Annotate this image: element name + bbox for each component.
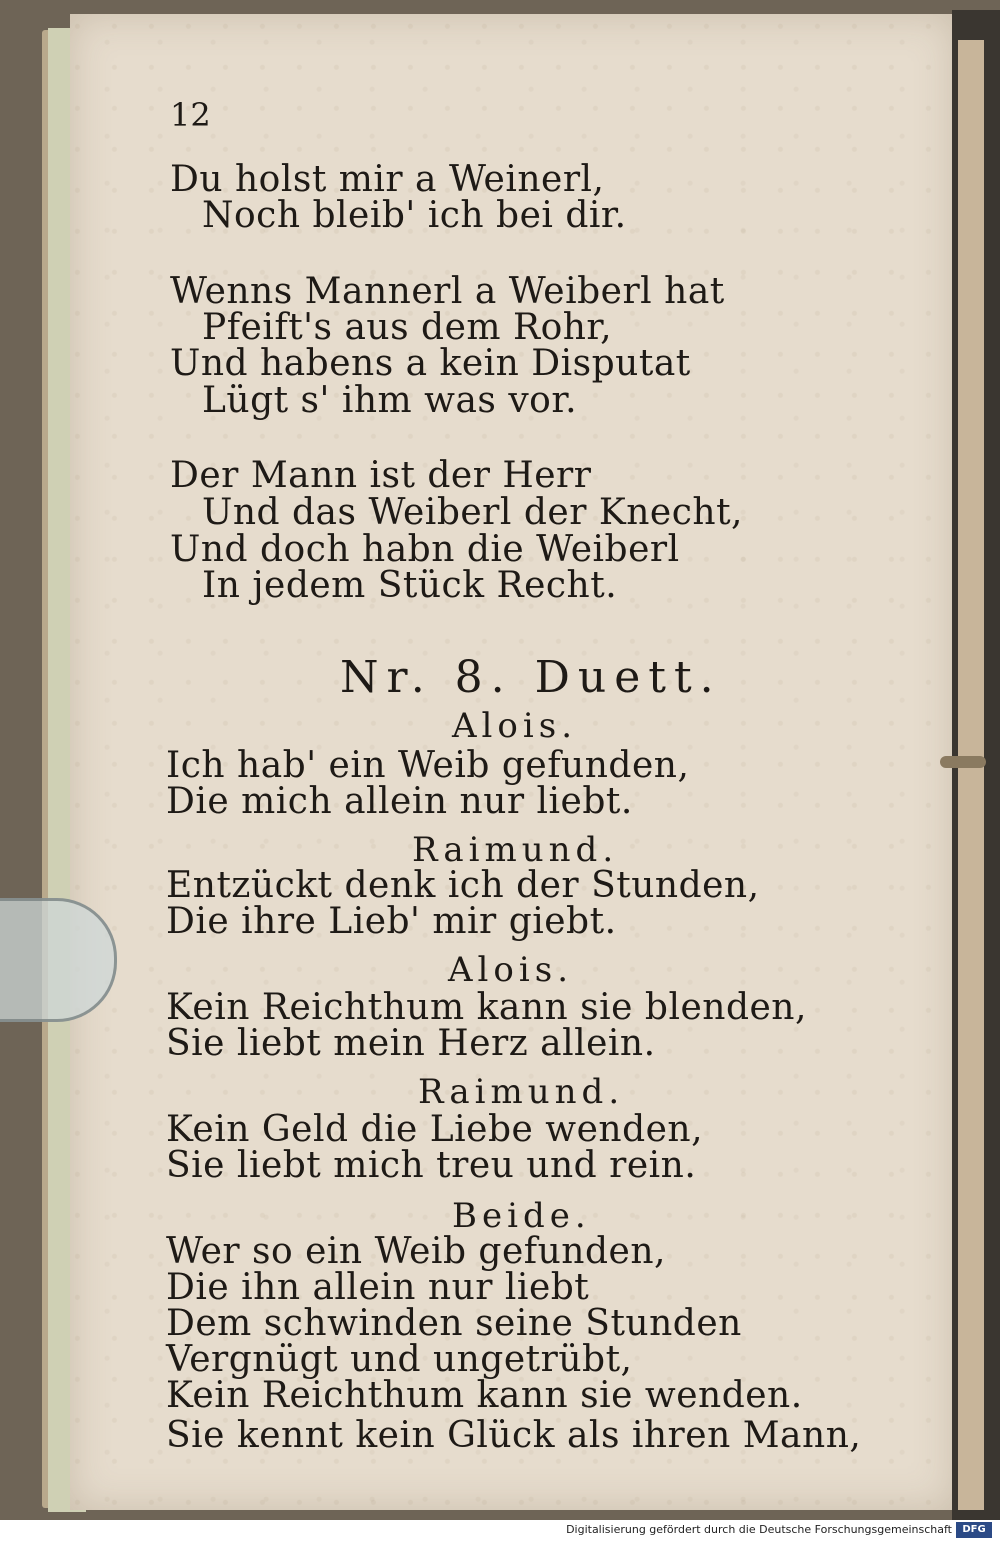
speaker-name: Alois. [452, 706, 578, 746]
verse-line: Kein Geld die Liebe wenden, [166, 1109, 704, 1150]
footer-bar [0, 1520, 1000, 1541]
verse-line: Und das Weiberl der Knecht, [202, 492, 743, 533]
verse-line: Ich hab' ein Weib gefunden, [166, 745, 690, 786]
speaker-name: Beide. [452, 1196, 591, 1236]
verse-line: Pfeift's aus dem Rohr, [202, 307, 613, 348]
verse-line: Sie liebt mich treu und rein. [166, 1145, 697, 1186]
speaker-name: Raimund. [418, 1072, 625, 1112]
verse-line: Wer so ein Weib gefunden, [166, 1231, 666, 1272]
verse-line: Dem schwinden seine Stunden [166, 1303, 742, 1344]
dfg-logo-icon: DFG [956, 1522, 992, 1538]
verse-line: Der Mann ist der Herr [170, 455, 592, 496]
speaker-name: Raimund. [412, 830, 619, 870]
verse-line: Lügt s' ihm was vor. [202, 380, 578, 421]
verse-line: Kein Reichthum kann sie wenden. [166, 1375, 803, 1416]
verse-line: Kein Reichthum kann sie blenden, [166, 987, 807, 1028]
section-heading: Nr. 8. Duett. [340, 652, 722, 703]
verse-line: Wenns Mannerl a Weiberl hat [170, 271, 725, 312]
speaker-name: Alois. [448, 950, 574, 990]
verse-line: Entzückt denk ich der Stunden, [166, 865, 760, 906]
verse-line: Sie kennt kein Glück als ihren Mann, [166, 1415, 862, 1456]
verse-line: Die mich allein nur liebt. [166, 781, 633, 822]
verse-line: Und doch habn die Weiberl [170, 529, 680, 570]
verse-line: Sie liebt mein Herz allein. [166, 1023, 656, 1064]
page-number: 12 [170, 96, 211, 134]
verse-line: Und habens a kein Disputat [170, 343, 691, 384]
verse-line: Die ihn allein nur liebt [166, 1267, 590, 1308]
verse-line: Die ihre Lieb' mir giebt. [166, 901, 617, 942]
funding-credit: Digitalisierung gefördert durch die Deutsche Forschungsgemeinschaft [566, 1523, 952, 1536]
verse-line: In jedem Stück Recht. [202, 565, 618, 606]
verse-line: Noch bleib' ich bei dir. [202, 195, 627, 236]
verse-line: Du holst mir a Weinerl, [170, 159, 605, 200]
verse-line: Vergnügt und ungetrübt, [166, 1339, 633, 1380]
